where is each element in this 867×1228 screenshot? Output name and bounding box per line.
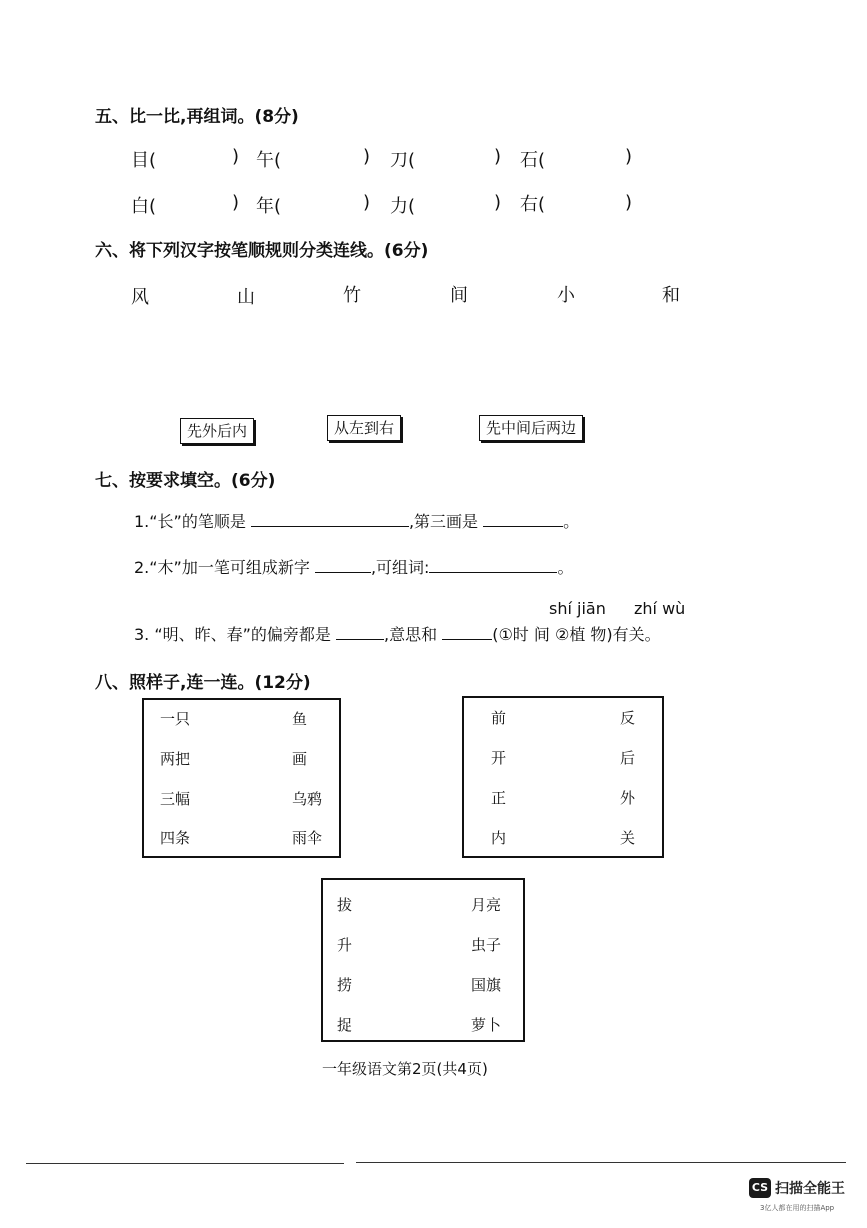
q1-prompt-2: ,第三画是: [408, 512, 479, 531]
q1-prompt: 1.“长”的笔顺是: [134, 512, 246, 531]
left-item[interactable]: 升: [337, 936, 353, 954]
left-item[interactable]: 一只: [160, 710, 191, 728]
left-item[interactable]: 四条: [160, 829, 191, 847]
q2-end: 。: [557, 558, 574, 577]
word-pair-dao: 刀(: [390, 150, 416, 171]
char-feng[interactable]: 风: [131, 287, 149, 308]
scanner-tagline: 3亿人都在用的扫描App: [760, 1204, 835, 1212]
right-item[interactable]: 鱼: [292, 710, 308, 728]
bottom-divider-right: [356, 1162, 846, 1163]
match-box-verb-object: [321, 878, 525, 1042]
word-pair-mu: 目(: [131, 150, 157, 171]
left-item[interactable]: 两把: [160, 750, 191, 768]
right-item[interactable]: 后: [620, 749, 636, 767]
left-item[interactable]: 捞: [337, 976, 353, 994]
word-pair-nian: 年(: [256, 196, 282, 217]
question-7-2: [134, 555, 573, 578]
section7-title: 七、按要求填空。(6分): [95, 471, 276, 491]
paren-close: ): [363, 192, 371, 213]
rule-box-middle-sides[interactable]: 先中间后两边: [479, 415, 583, 441]
q2-prompt: 2.“木”加一笔可组成新字: [134, 558, 310, 577]
q3-prompt: 3. “明、昨、春”的偏旁都是: [134, 625, 331, 644]
page-number: 一年级语文第2页(共4页): [322, 1060, 488, 1078]
q2-prompt-2: ,可组词:: [370, 558, 430, 577]
q1-end: 。: [563, 512, 580, 531]
scanner-brand: 扫描全能王: [775, 1181, 845, 1197]
match-box-opposites: [462, 696, 664, 858]
q3-meaning-blank[interactable]: [442, 638, 492, 640]
pinyin-shijian: shí jiān: [549, 599, 606, 618]
paren-close: ): [232, 192, 240, 213]
paren-close: ): [625, 192, 633, 213]
right-item[interactable]: 国旗: [471, 976, 502, 994]
left-item[interactable]: 正: [491, 789, 507, 807]
right-item[interactable]: 月亮: [471, 896, 502, 914]
question-7-1: [134, 509, 579, 532]
paren-close: ): [494, 146, 502, 167]
word-pair-wu: 午(: [256, 150, 282, 171]
char-jian[interactable]: 间: [450, 285, 468, 306]
q2-new-char-blank[interactable]: [315, 571, 371, 573]
char-shan[interactable]: 山: [237, 287, 255, 308]
cs-badge-icon: CS: [749, 1178, 771, 1198]
q3-prompt-2: ,意思和: [384, 625, 438, 644]
q3-radical-blank[interactable]: [336, 638, 384, 640]
section5-title: 五、比一比,再组词。(8分): [95, 107, 299, 127]
right-item[interactable]: 画: [292, 750, 308, 768]
pinyin-zhiwu: zhí wù: [634, 599, 686, 618]
q2-word-blank[interactable]: [429, 571, 557, 573]
right-item[interactable]: 虫子: [471, 936, 502, 954]
paren-close: ): [363, 146, 371, 167]
right-item[interactable]: 乌鸦: [292, 790, 323, 808]
left-item[interactable]: 捉: [337, 1016, 353, 1034]
section6-title: 六、将下列汉字按笔顺规则分类连线。(6分): [95, 241, 429, 261]
q1-third-stroke-blank[interactable]: [483, 525, 563, 527]
right-item[interactable]: 外: [620, 789, 636, 807]
right-item[interactable]: 反: [620, 709, 636, 727]
word-pair-you: 右(: [520, 194, 546, 215]
q1-stroke-order-blank[interactable]: [251, 525, 409, 527]
paren-close: ): [625, 146, 633, 167]
right-item[interactable]: 萝卜: [471, 1016, 502, 1034]
left-item[interactable]: 拔: [337, 896, 353, 914]
char-he[interactable]: 和: [662, 285, 680, 306]
word-pair-li: 力(: [390, 196, 416, 217]
left-item[interactable]: 内: [491, 829, 507, 847]
match-box-measure-words: [142, 698, 341, 858]
right-item[interactable]: 关: [620, 829, 636, 847]
char-zhu[interactable]: 竹: [343, 285, 361, 306]
left-item[interactable]: 前: [491, 709, 507, 727]
paren-close: ): [232, 146, 240, 167]
word-pair-shi: 石(: [520, 150, 546, 171]
char-xiao[interactable]: 小: [557, 285, 575, 306]
bottom-divider-left: [26, 1163, 344, 1164]
rule-box-left-right[interactable]: 从左到右: [327, 415, 401, 441]
word-pair-bai: 白(: [131, 196, 157, 217]
right-item[interactable]: 雨伞: [292, 829, 323, 847]
rule-box-outside-inside[interactable]: 先外后内: [180, 418, 254, 444]
scanner-logo: [749, 1178, 845, 1198]
section8-title: 八、照样子,连一连。(12分): [95, 673, 311, 693]
q3-options: (①时 间 ②植 物)有关。: [492, 625, 661, 644]
paren-close: ): [494, 192, 502, 213]
left-item[interactable]: 开: [491, 749, 507, 767]
question-7-3: [134, 622, 661, 645]
left-item[interactable]: 三幅: [160, 790, 191, 808]
